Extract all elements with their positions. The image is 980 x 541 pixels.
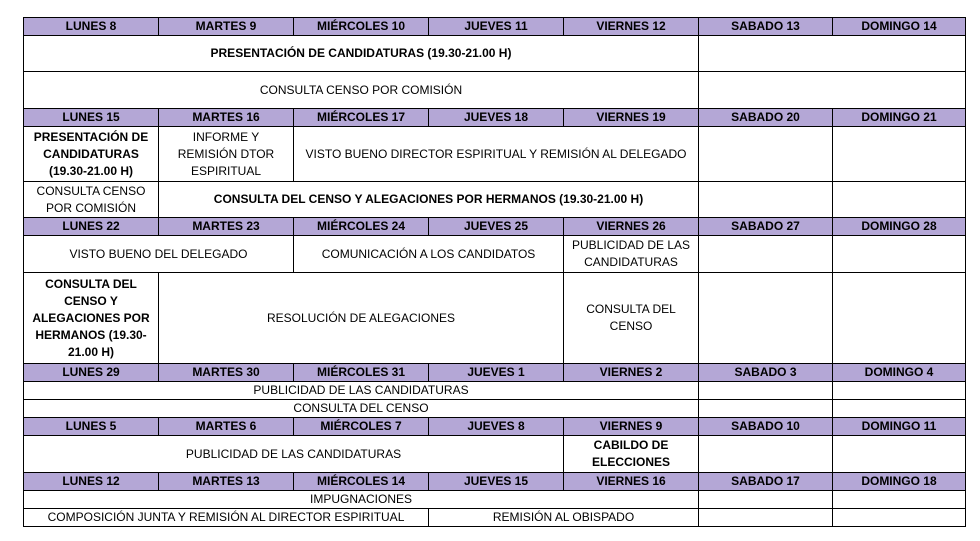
empty-cell <box>699 127 833 182</box>
week-6-row-2 <box>24 509 966 527</box>
day-header: MIÉRCOLES 24 <box>294 218 429 236</box>
day-header: LUNES 22 <box>24 218 159 236</box>
day-header: MIÉRCOLES 7 <box>294 418 429 436</box>
event-cell: CONSULTA CENSO POR COMISIÓN <box>24 72 699 109</box>
empty-cell <box>833 382 966 400</box>
day-header: MARTES 6 <box>159 418 294 436</box>
event-cell: REMISIÓN AL OBISPADO <box>429 509 699 527</box>
day-header: DOMINGO 28 <box>833 218 966 236</box>
empty-cell <box>699 236 833 273</box>
day-header: MIÉRCOLES 14 <box>294 473 429 491</box>
empty-cell <box>699 36 966 72</box>
event-cell: PRESENTACIÓN DE CANDIDATURAS (19.30-21.00 H) <box>24 36 699 72</box>
day-header: JUEVES 18 <box>429 109 564 127</box>
day-header: VIERNES 2 <box>564 364 699 382</box>
day-header: VIERNES 9 <box>564 418 699 436</box>
event-cell: CONSULTA CENSO POR COMISIÓN <box>24 182 159 218</box>
empty-cell <box>833 273 966 364</box>
empty-cell <box>699 509 833 527</box>
event-cell: VISTO BUENO DEL DELEGADO <box>24 236 294 273</box>
week-6-row-1 <box>24 491 966 509</box>
event-cell: CONSULTA DEL CENSO <box>564 273 699 364</box>
day-header: MARTES 23 <box>159 218 294 236</box>
day-header: DOMINGO 11 <box>833 418 966 436</box>
empty-cell <box>699 382 833 400</box>
empty-cell <box>699 400 833 418</box>
event-cell: PUBLICIDAD DE LAS CANDIDATURAS <box>564 236 699 273</box>
day-header: MARTES 30 <box>159 364 294 382</box>
week-3-row-1 <box>24 236 966 273</box>
event-cell: PRESENTACIÓN DE CANDIDATURAS (19.30-21.00 H) <box>24 127 159 182</box>
week-1-header-row <box>24 18 966 36</box>
week-2-header-row <box>24 109 966 127</box>
day-header: SABADO 10 <box>699 418 833 436</box>
week-6-header-row <box>24 473 966 491</box>
election-calendar-table <box>23 17 966 527</box>
day-header: LUNES 8 <box>24 18 159 36</box>
day-header: VIERNES 12 <box>564 18 699 36</box>
day-header: LUNES 29 <box>24 364 159 382</box>
day-header: DOMINGO 14 <box>833 18 966 36</box>
day-header: VIERNES 19 <box>564 109 699 127</box>
event-cell: VISTO BUENO DIRECTOR ESPIRITUAL Y REMISIÓN AL DELEGADO <box>294 127 699 182</box>
event-cell: IMPUGNACIONES <box>24 491 699 509</box>
empty-cell <box>699 436 833 473</box>
week-4-row-1 <box>24 382 966 400</box>
week-5-header-row <box>24 418 966 436</box>
day-header: JUEVES 11 <box>429 18 564 36</box>
week-3-header-row <box>24 218 966 236</box>
day-header: MIÉRCOLES 31 <box>294 364 429 382</box>
event-cell: COMUNICACIÓN A LOS CANDIDATOS <box>294 236 564 273</box>
event-cell: PUBLICIDAD DE LAS CANDIDATURAS <box>24 382 699 400</box>
day-header: MARTES 16 <box>159 109 294 127</box>
day-header: JUEVES 1 <box>429 364 564 382</box>
day-header: JUEVES 8 <box>429 418 564 436</box>
day-header: DOMINGO 21 <box>833 109 966 127</box>
day-header: MARTES 9 <box>159 18 294 36</box>
event-cell: CABILDO DE ELECCIONES <box>564 436 699 473</box>
empty-cell <box>699 182 833 218</box>
day-header: SABADO 13 <box>699 18 833 36</box>
day-header: VIERNES 16 <box>564 473 699 491</box>
empty-cell <box>833 182 966 218</box>
event-cell: RESOLUCIÓN DE ALEGACIONES <box>159 273 564 364</box>
empty-cell <box>833 400 966 418</box>
day-header: DOMINGO 18 <box>833 473 966 491</box>
day-header: LUNES 5 <box>24 418 159 436</box>
event-cell: CONSULTA DEL CENSO Y ALEGACIONES POR HERMANOS (19.30-21.00 H) <box>24 273 159 364</box>
day-header: VIERNES 26 <box>564 218 699 236</box>
week-2-row-1 <box>24 127 966 182</box>
empty-cell <box>699 491 833 509</box>
day-header: LUNES 12 <box>24 473 159 491</box>
week-3-row-2 <box>24 273 966 364</box>
day-header: MIÉRCOLES 10 <box>294 18 429 36</box>
event-cell: COMPOSICIÓN JUNTA Y REMISIÓN AL DIRECTOR ESPIRITUAL <box>24 509 429 527</box>
day-header: SABADO 20 <box>699 109 833 127</box>
week-2-row-2 <box>24 182 966 218</box>
empty-cell <box>833 436 966 473</box>
week-1-row-2 <box>24 72 966 109</box>
empty-cell <box>833 491 966 509</box>
event-cell: PUBLICIDAD DE LAS CANDIDATURAS <box>24 436 564 473</box>
event-cell: CONSULTA DEL CENSO <box>24 400 699 418</box>
empty-cell <box>833 509 966 527</box>
week-1-row-1 <box>24 36 966 72</box>
empty-cell <box>699 72 966 109</box>
day-header: SABADO 17 <box>699 473 833 491</box>
empty-cell <box>699 273 833 364</box>
day-header: DOMINGO 4 <box>833 364 966 382</box>
day-header: MARTES 13 <box>159 473 294 491</box>
event-cell: CONSULTA DEL CENSO Y ALEGACIONES POR HERMANOS (19.30-21.00 H) <box>159 182 699 218</box>
week-5-row-1 <box>24 436 966 473</box>
day-header: SABADO 27 <box>699 218 833 236</box>
day-header: JUEVES 15 <box>429 473 564 491</box>
event-cell: INFORME Y REMISIÓN DTOR ESPIRITUAL <box>159 127 294 182</box>
day-header: MIÉRCOLES 17 <box>294 109 429 127</box>
week-4-header-row <box>24 364 966 382</box>
empty-cell <box>833 127 966 182</box>
day-header: LUNES 15 <box>24 109 159 127</box>
day-header: SABADO 3 <box>699 364 833 382</box>
day-header: JUEVES 25 <box>429 218 564 236</box>
empty-cell <box>833 236 966 273</box>
week-4-row-2 <box>24 400 966 418</box>
